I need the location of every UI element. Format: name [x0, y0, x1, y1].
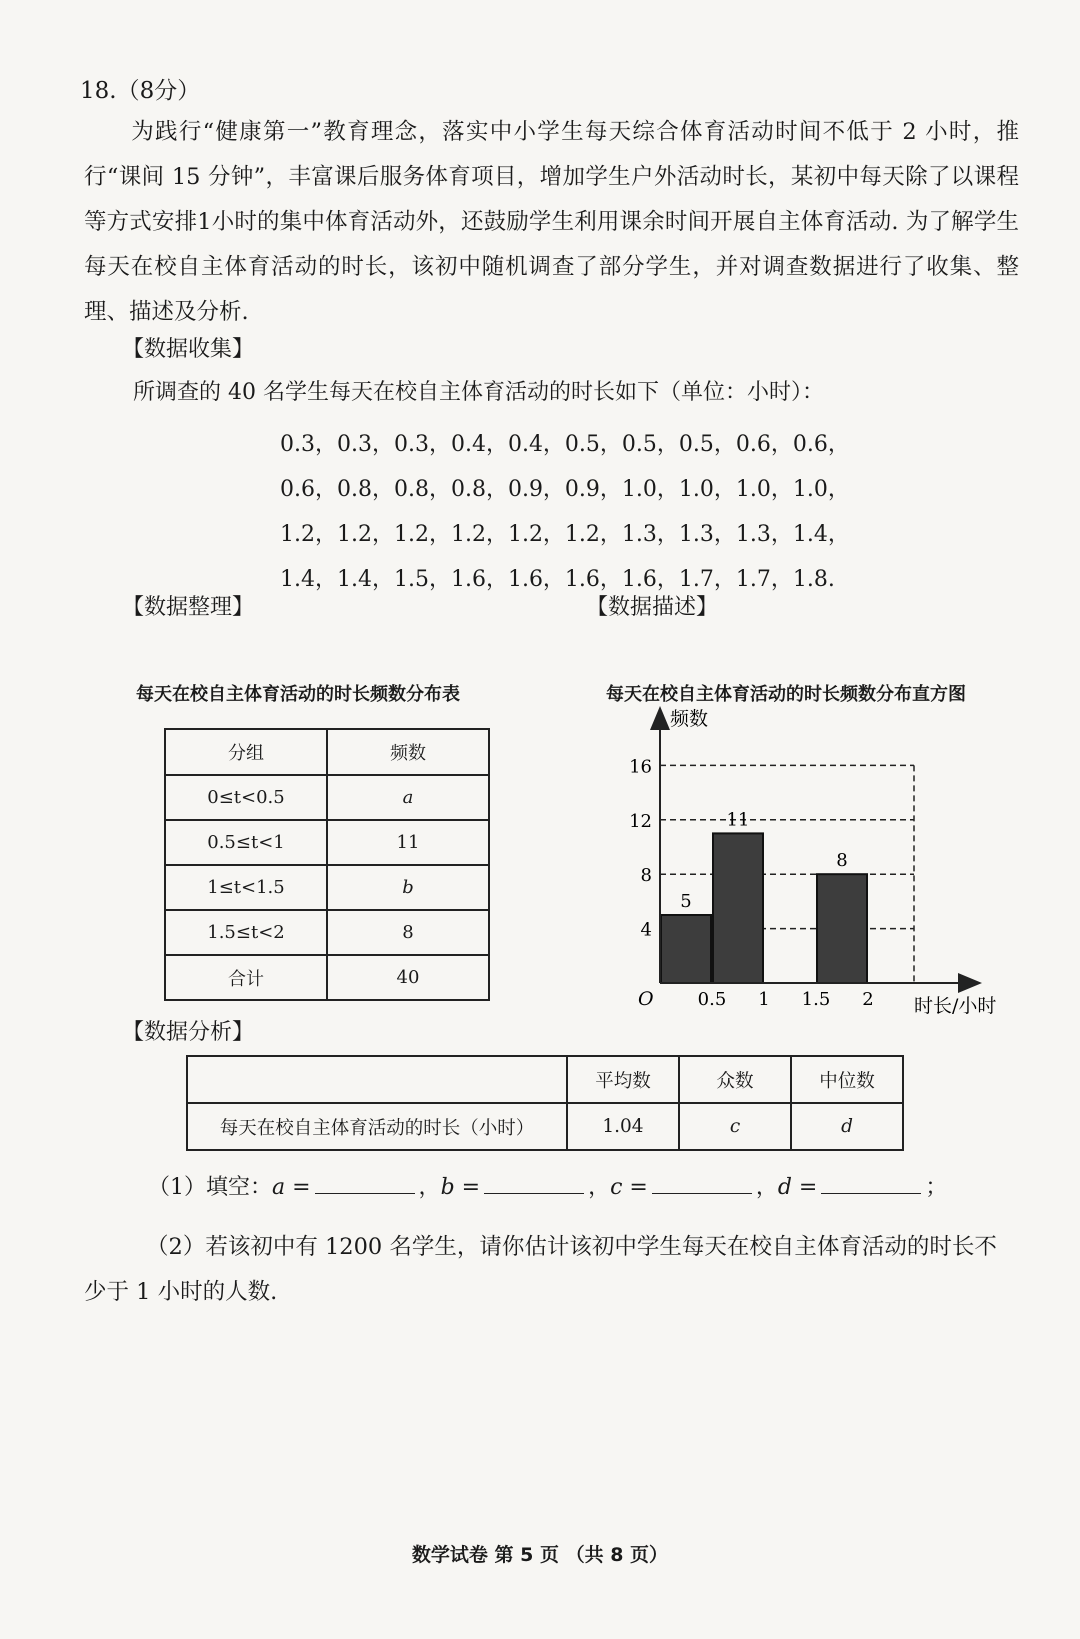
table-header-cell [187, 1056, 567, 1103]
x-tick-label: 2 [862, 989, 874, 1010]
table-header-cell: 中位数 [791, 1056, 903, 1103]
table-row [165, 820, 489, 865]
table-cell-mean: 1.04 [567, 1103, 679, 1150]
table-cell-group: 1≤t<1.5 [165, 865, 327, 910]
section-data-analysis: 【数据分析】 [122, 1020, 255, 1045]
table-cell-median: d [791, 1103, 903, 1150]
table-cell-group: 0≤t<0.5 [165, 775, 327, 820]
table-cell-count: 40 [327, 955, 489, 1000]
table-row [165, 775, 489, 820]
table-cell-count: 11 [327, 820, 489, 865]
bar-value-label: 11 [726, 809, 750, 831]
histogram-chart [600, 700, 1020, 1020]
table-header-row [187, 1056, 903, 1103]
q1-b-label: b = [440, 1175, 481, 1200]
bar-value-label: 5 [680, 891, 692, 912]
question-part-2: （2）若该初中有 1200 名学生，请你估计该初中学生每天在校自主体育活动的时长不少于 1 小时的人数. [84, 1234, 997, 1305]
q1-prefix: （1）填空： [148, 1175, 272, 1200]
origin-label: O [638, 988, 654, 1010]
q1-a-label: a = [272, 1175, 311, 1200]
table-cell-count: a [327, 775, 489, 820]
table-header-row [165, 729, 489, 775]
table-cell-group: 1.5≤t<2 [165, 910, 327, 955]
separator: ， [588, 1175, 611, 1200]
answer-blank-d[interactable] [821, 1173, 921, 1194]
x-tick-label: 1 [758, 989, 770, 1010]
answer-blank-b[interactable] [484, 1173, 584, 1194]
separator: ， [755, 1175, 778, 1200]
section-data-description: 【数据描述】 [586, 595, 719, 620]
y-tick-label: 8 [640, 865, 652, 887]
frequency-table [164, 728, 490, 1001]
y-tick-label: 12 [629, 810, 652, 832]
raw-data-row: 0.3，0.3，0.3，0.4，0.4，0.5，0.5，0.5，0.6，0.6， [280, 432, 850, 457]
answer-blank-c[interactable] [652, 1173, 752, 1194]
histogram-bar [713, 833, 763, 983]
x-axis-label: 时长/小时 [914, 995, 997, 1017]
answer-blank-a[interactable] [315, 1173, 415, 1194]
terminator: ； [925, 1175, 948, 1200]
table-header-cell: 众数 [679, 1056, 791, 1103]
raw-data-row: 1.2，1.2，1.2，1.2，1.2，1.2，1.3，1.3，1.3，1.4， [280, 522, 850, 547]
table-cell-count: b [327, 865, 489, 910]
separator: ， [418, 1175, 441, 1200]
table-cell-group: 0.5≤t<1 [165, 820, 327, 865]
y-tick-label: 4 [640, 919, 652, 941]
table-cell-count: 8 [327, 910, 489, 955]
histogram-title: 每天在校自主体育活动的时长频数分布直方图 [606, 684, 966, 705]
x-tick-label: 0.5 [697, 989, 727, 1010]
table-cell-mode: c [679, 1103, 791, 1150]
raw-data-row: 0.6，0.8，0.8，0.8，0.9，0.9，1.0，1.0，1.0，1.0， [280, 477, 850, 502]
q1-c-label: c = [610, 1175, 648, 1200]
q1-d-label: d = [777, 1175, 818, 1200]
table-cell-group: 合计 [165, 955, 327, 1000]
section-data-organization: 【数据整理】 [122, 595, 255, 620]
y-axis-label: 频数 [670, 708, 709, 730]
collection-intro: 所调查的 40 名学生每天在校自主体育活动的时长如下（单位：小时）： [133, 380, 824, 405]
histogram-bar [661, 915, 711, 983]
raw-data-row: 1.4，1.4，1.5，1.6，1.6，1.6，1.6，1.7，1.7，1.8. [280, 567, 835, 592]
table-row-total [165, 955, 489, 1000]
section-data-collection: 【数据收集】 [122, 337, 255, 362]
table-header-cell: 平均数 [567, 1056, 679, 1103]
table-header-cell: 分组 [165, 729, 327, 775]
table-row [165, 910, 489, 955]
table-row [165, 865, 489, 910]
bar-value-label: 8 [836, 850, 848, 872]
question-number: 18.（8分） [80, 78, 201, 104]
question-paragraph: 为践行“健康第一”教育理念，落实中小学生每天综合体育活动时间不低于 2 小时，推行“课间 15 分钟”，丰富课后服务体育项目，增加学生户外活动时长，某初中每天除了以课程等方式安排1小时的集中体育活动外，还鼓励学生利用课余时间开展自主体育活动. 为了解学生每天在校自主体育活动的时长，该初中随机调查了部分学生，并对调查数据进行了收集、整理、描述及分析. [84, 119, 1019, 325]
y-tick-label: 16 [629, 756, 652, 778]
raw-data-list [280, 422, 850, 602]
page-footer: 数学试卷 第 5 页 （共 8 页） [411, 1544, 669, 1566]
frequency-table-title: 每天在校自主体育活动的时长频数分布表 [136, 684, 460, 705]
table-row [187, 1103, 903, 1150]
x-tick-label: 1.5 [801, 989, 831, 1010]
table-cell-label: 每天在校自主体育活动的时长（小时） [187, 1103, 567, 1150]
histogram-bar [817, 874, 867, 983]
table-header-cell: 频数 [327, 729, 489, 775]
question-part-1 [148, 1170, 947, 1201]
analysis-table [186, 1055, 904, 1151]
